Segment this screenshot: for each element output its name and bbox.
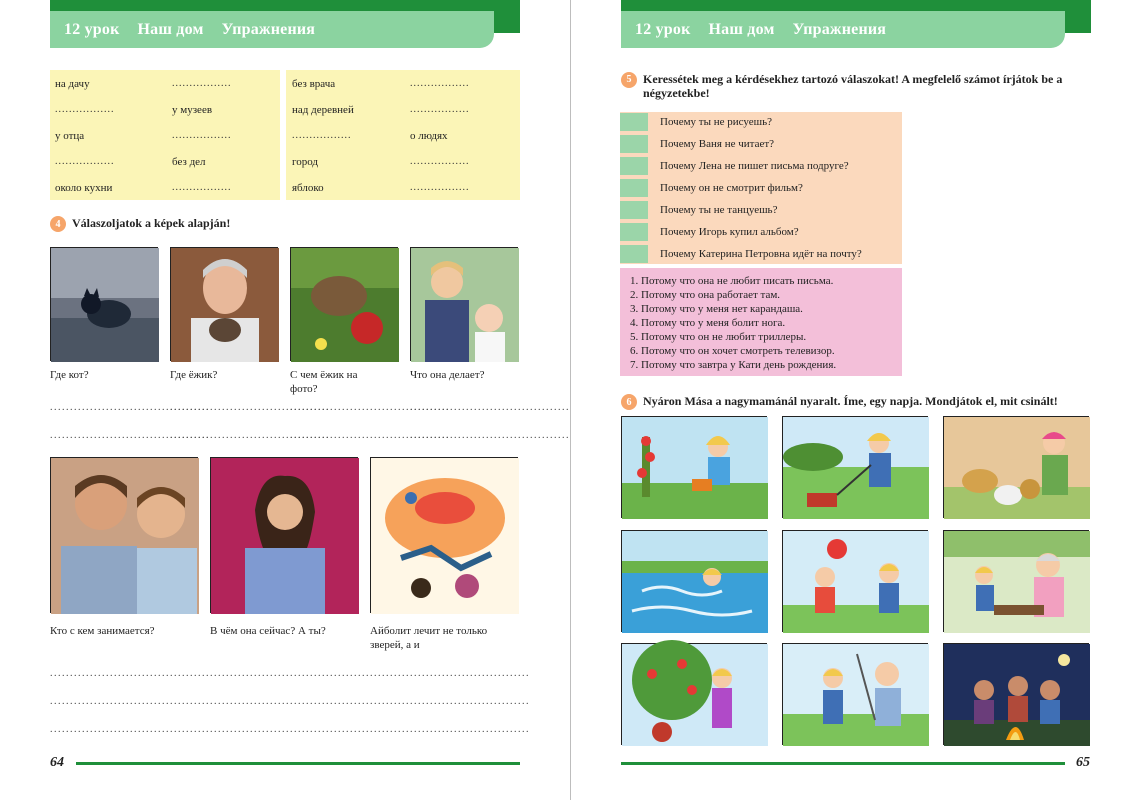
answer-line[interactable]: ........................................ — [170, 402, 330, 413]
answers-box — [620, 268, 902, 376]
left-header — [50, 11, 494, 48]
footer-rule — [621, 762, 1065, 765]
answer-line[interactable]: ........................................ — [410, 430, 570, 441]
photo-caption: Что она делает? — [410, 369, 485, 381]
comic-swimming — [621, 530, 767, 632]
fill-dots: ................. — [410, 156, 470, 167]
photo-caption: В чём она сейчас? А ты? — [210, 625, 326, 637]
photo-cat — [50, 247, 158, 361]
answer-item: 3. Потому что у меня нет карандаша. — [630, 303, 803, 315]
header-section: Упражнения — [221, 20, 316, 38]
header-lesson: 12 урок — [64, 20, 120, 38]
answer-square[interactable] — [620, 245, 648, 263]
answer-item: 5. Потому что он не любит триллеры. — [630, 331, 807, 343]
photo-caption: Кто с кем занимается? — [50, 625, 155, 637]
word-item: без дел — [172, 156, 206, 168]
exercise-6-title — [621, 394, 1091, 410]
fill-dots: ................. — [172, 130, 232, 141]
comic-playing-ball — [782, 530, 928, 632]
word-item: около кухни — [55, 182, 113, 194]
comic-mowing-lawn — [782, 416, 928, 518]
comic-baking-with-grandma — [943, 530, 1089, 632]
word-item: о людях — [410, 130, 448, 142]
fill-dots: ................. — [292, 130, 352, 141]
page-number-left: 64 — [50, 755, 64, 770]
answer-line[interactable]: ........................................ — [50, 668, 210, 679]
word-item: у музеев — [172, 104, 213, 116]
page-number-right: 65 — [1076, 755, 1090, 770]
word-item: яблоко — [292, 182, 324, 194]
question-text: Почему ты не рисуешь? — [660, 116, 772, 128]
answer-item: 2. Потому что она работает там. — [630, 289, 781, 301]
question-row — [620, 157, 849, 175]
word-item: на дачу — [55, 78, 90, 90]
exercise-instruction: Keressétek meg a kérdésekhez tartozó válaszokat! A megfelelő számot írjátok be a négyzetekbe! — [643, 72, 1063, 100]
answer-line[interactable]: ........................................ — [290, 402, 450, 413]
exercise-5-title — [621, 72, 1091, 100]
question-row — [620, 201, 777, 219]
question-row — [620, 179, 803, 197]
photo-caption: С чем ёжик на фото? — [290, 369, 358, 395]
fill-dots: ................. — [55, 104, 115, 115]
footer-rule — [76, 762, 520, 765]
photo-caption: Айболит лечит не только зверей, а и — [370, 625, 488, 651]
answer-line[interactable]: ........................................ — [210, 724, 370, 735]
answer-line[interactable]: ........................................ — [170, 430, 330, 441]
exercise-instruction: Nyáron Mása a nagymamánál nyaralt. Íme, egy napja. Mondjátok el, mit csinált! — [643, 394, 1058, 408]
fill-dots: ................. — [55, 156, 115, 167]
fill-dots: ................. — [410, 104, 470, 115]
word-item: город — [292, 156, 319, 168]
header-lesson: 12 урок — [635, 20, 691, 38]
answer-line[interactable]: ........................................ — [50, 696, 210, 707]
answer-item: 7. Потому что завтра у Кати день рождения. — [630, 359, 837, 371]
word-item: у отца — [55, 130, 85, 142]
photo-father-son — [50, 457, 198, 613]
word-item: без врача — [292, 78, 336, 90]
answer-item: 4. Потому что у меня болит нога. — [630, 317, 786, 329]
answer-line[interactable]: ........................................ — [50, 402, 210, 413]
answer-line[interactable]: ........................................ — [410, 402, 570, 413]
comic-fishing-with-grandpa — [782, 643, 928, 745]
answer-line[interactable]: ........................................ — [210, 696, 370, 707]
comic-feeding-chickens — [943, 416, 1089, 518]
photo-woman-hedgehog — [170, 247, 278, 361]
fill-dots: ................. — [172, 182, 232, 193]
answer-line[interactable]: ........................................ — [370, 724, 530, 735]
question-text: Почему Игорь купил альбом? — [660, 226, 799, 238]
answer-line[interactable]: ........................................ — [50, 430, 210, 441]
photo-woman-sweater — [210, 457, 358, 613]
answer-item: 1. Потому что она не любит писать письма. — [630, 275, 834, 287]
answer-item: 6. Потому что он хочет смотреть телевизор. — [630, 345, 835, 357]
comic-watering-flowers — [621, 416, 767, 518]
right-header — [621, 11, 1065, 48]
header-topic: Наш дом — [137, 20, 204, 38]
exercise-number-badge: 6 — [621, 394, 637, 410]
answer-square[interactable] — [620, 179, 648, 197]
answer-square[interactable] — [620, 223, 648, 241]
comic-campfire-night — [943, 643, 1089, 745]
answer-line[interactable]: ........................................ — [290, 430, 450, 441]
word-item: над деревней — [292, 104, 354, 116]
fill-dots: ................. — [172, 78, 232, 89]
photo-caption: Где ёжик? — [170, 369, 218, 381]
photo-hedgehog-apple — [290, 247, 398, 361]
answer-line[interactable]: ........................................ — [210, 668, 370, 679]
exercise-number-badge: 4 — [50, 216, 66, 232]
fill-dots: ................. — [410, 78, 470, 89]
answer-square[interactable] — [620, 135, 648, 153]
question-text: Почему Катерина Петровна идёт на почту? — [660, 248, 862, 260]
question-row — [620, 135, 774, 153]
question-row — [620, 113, 772, 131]
photo-caption: Где кот? — [50, 369, 89, 381]
fill-dots: ................. — [410, 182, 470, 193]
question-row — [620, 223, 799, 241]
answer-square[interactable] — [620, 201, 648, 219]
photo-mother-baby — [410, 247, 518, 361]
header-topic: Наш дом — [708, 20, 775, 38]
question-text: Почему Лена не пишет письма подруге? — [660, 160, 849, 172]
question-text: Почему ты не танцуешь? — [660, 204, 778, 216]
answer-line[interactable]: ........................................ — [50, 724, 210, 735]
question-text: Почему он не смотрит фильм? — [660, 182, 803, 194]
answer-line[interactable]: ........................................ — [370, 668, 530, 679]
comic-picking-apples — [621, 643, 767, 745]
exercise-4-title — [50, 216, 520, 232]
answer-square[interactable] — [620, 157, 648, 175]
header-section: Упражнения — [792, 20, 887, 38]
answer-line[interactable]: ........................................ — [370, 696, 530, 707]
answer-square[interactable] — [620, 113, 648, 131]
question-text: Почему Ваня не читает? — [660, 138, 775, 150]
exercise-instruction: Válaszoljatok a képek alapján! — [72, 216, 231, 230]
question-row — [620, 245, 862, 263]
illustration-aibolit — [370, 457, 518, 613]
exercise-number-badge: 5 — [621, 72, 637, 88]
